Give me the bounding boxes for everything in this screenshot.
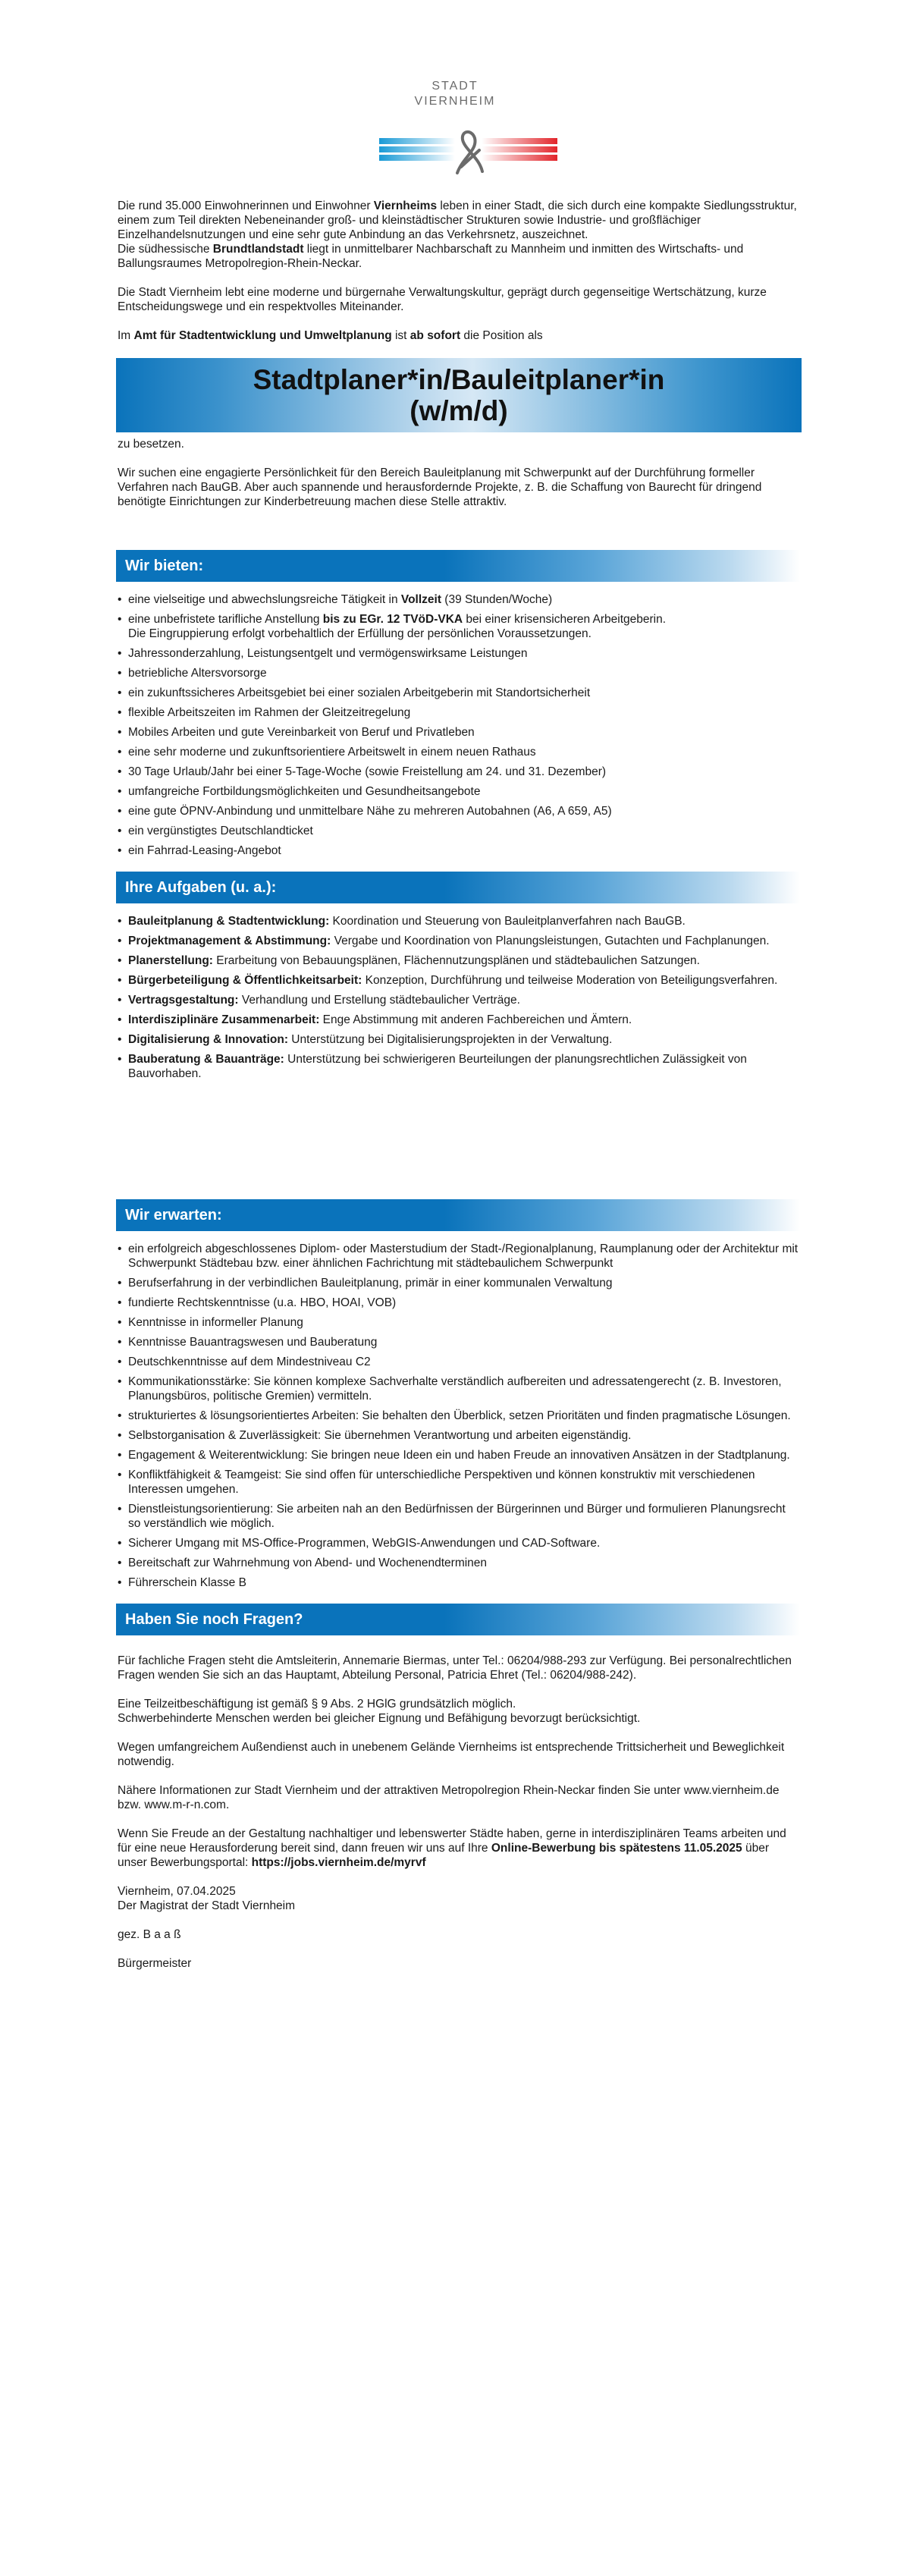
closing-date: Viernheim, 07.04.2025 [118, 1885, 236, 1898]
after-title-text: zu besetzen. [118, 438, 184, 451]
offer-list [118, 592, 800, 858]
list-item: • umfangreiche Fortbildungsmöglichkeiten und Gesundheitsangebote [118, 784, 800, 799]
list-item: • Vertragsgestaltung: Verhandlung und Erstellung städtebaulicher Verträge. [118, 993, 800, 1007]
list-item: • Bauleitplanung & Stadtentwicklung: Koordination und Steuerung von Bauleitplanverfahren nach BauGB. [118, 914, 800, 928]
list-item: • Bürgerbeteiligung & Öffentlichkeitsarbeit: Konzeption, Durchführung und teilweise Moderation von Beteiligungsverfahren. [118, 973, 800, 988]
list-item: • Konfliktfähigkeit & Teamgeist: Sie sind offen für unterschiedliche Perspektiven und können konstruktiv mit verschiedenen Interessen umgehen. [118, 1468, 800, 1497]
list-item: • ein Fahrrad-Leasing-Angebot [118, 843, 800, 858]
list-item: • eine gute ÖPNV-Anbindung und unmittelbare Nähe zu mehreren Autobahnen (A6, A 659, A5) [118, 804, 800, 818]
closing-magistrat: Der Magistrat der Stadt Viernheim [118, 1899, 296, 1912]
list-item: • ein zukunftssicheres Arbeitsgebiet bei einer sozialen Arbeitgeberin mit Standortsicherheit [118, 686, 800, 700]
list-item: • eine unbefristete tarifliche Anstellung bis zu EGr. 12 TVöD-VKA bei einer krisensicheren Arbeitgeberin. Die Eingruppierung erfolgt vorbehaltlich der Erfüllung der persönlichen Voraussetzungen. [118, 612, 800, 641]
list-item: • Berufserfahrung in der verbindlichen Bauleitplanung, primär in einer kommunalen Verwaltung [118, 1276, 800, 1290]
logo-line-viernheim: VIERNHEIM [414, 95, 496, 108]
list-item: • flexible Arbeitszeiten im Rahmen der Gleitzeitregelung [118, 705, 800, 720]
list-item: • Kenntnisse Bauantragswesen und Bauberatung [118, 1335, 800, 1349]
list-item: • Sicherer Umgang mit MS-Office-Programmen, WebGIS-Anwendungen und CAD-Software. [118, 1536, 800, 1550]
application-portal-link[interactable]: https://jobs.viernheim.de/myrvf [251, 1856, 426, 1869]
job-title: Stadtplaner*in/Bauleitplaner*in [253, 364, 665, 395]
intro-paragraph-4: Im Amt für Stadtentwicklung und Umweltplanung ist ab sofort die Position als [118, 329, 543, 342]
fieldwork-paragraph: Wegen umfangreichem Außendienst auch in unebenem Gelände Viernheims ist entsprechende Trittsicherheit und Beweglichkeit notwendig. [118, 1741, 785, 1768]
intro-paragraph-1: Die rund 35.000 Einwohnerinnen und Einwohner Viernheims leben in einer Stadt, die sich durch eine kompakte Siedlungsstruktur, einem zum Teil direkten Nebeneinander groß- und kleinstädtischer Strukturen sowie Industrie- und großflächiger Einzelhandelsnutzungen und eine sehr gute Anbindung an das Verkehrsnetz, auszeichnet. [118, 199, 797, 241]
info-paragraph: Nähere Informationen zur Stadt Viernheim und der attraktiven Metropolregion Rhein-Neckar finden Sie unter www.viernheim.de bzw. www.m-r-n.com. [118, 1784, 780, 1811]
list-item: • Kenntnisse in informeller Planung [118, 1315, 800, 1330]
list-item: • Interdisziplinäre Zusammenarbeit: Enge Abstimmung mit anderen Fachbereichen und Ämtern. [118, 1013, 800, 1027]
list-item: • Mobiles Arbeiten und gute Vereinbarkeit von Beruf und Privatleben [118, 725, 800, 740]
tasks-list [118, 914, 800, 1081]
section-heading-tasks: Ihre Aufgaben (u. a.): [116, 872, 800, 903]
list-item: • Engagement & Weiterentwicklung: Sie bringen neue Ideen ein und haben Freude an innovativen Ansätzen in der Stadtplanung. [118, 1448, 800, 1462]
application-paragraph: Wenn Sie Freude an der Gestaltung nachhaltiger und lebenswerter Städte haben, gerne in interdisziplinären Teams arbeiten und für eine neue Herausforderung bereit sind, dann freuen wir uns auf Ihre Online-Bewerbung bis spätestens 11.05.2025 über unser Bewerbungsportal: https://jobs.viernheim.de/myrvf [118, 1827, 786, 1869]
city-logo [0, 79, 910, 170]
list-item: • betriebliche Altersvorsorge [118, 666, 800, 680]
logo-line-stadt: STADT [431, 80, 479, 93]
signature-role: Bürgermeister [118, 1957, 192, 1970]
job-title-banner [116, 358, 802, 432]
expect-list [118, 1242, 800, 1590]
list-item: • Deutschkenntnisse auf dem Mindestniveau C2 [118, 1355, 800, 1369]
list-item: • ein erfolgreich abgeschlossenes Diplom- oder Masterstudium der Stadt-/Regionalplanung, Raumplanung oder der Architektur mit Schwerpunkt Städtebau bzw. einer ähnlichen Fachrichtung mit städtebaulichem Schwerpunkt [118, 1242, 800, 1271]
list-item: • ein vergünstigtes Deutschlandticket [118, 824, 800, 838]
intro-paragraph-2: Die südhessische Brundtlandstadt liegt in unmittelbarer Nachbarschaft zu Mannheim und inmitten des Wirtschafts- und Ballungsraumes Metropolregion-Rhein-Neckar. [118, 243, 744, 270]
list-item: • strukturiertes & lösungsorientiertes Arbeiten: Sie behalten den Überblick, setzen Prioritäten und finden pragmatische Lösungen. [118, 1409, 800, 1423]
viernheim-emblem-icon [379, 127, 557, 177]
list-item: • Planerstellung: Erarbeitung von Bebauungsplänen, Flächennutzungsplänen und städtebaulichen Satzungen. [118, 953, 800, 968]
job-posting [118, 199, 800, 1985]
description-paragraph: Wir suchen eine engagierte Persönlichkeit für den Bereich Bauleitplanung mit Schwerpunkt auf der Durchführung formeller Verfahren nach BauGB. Aber auch spannende und herausfordernde Projekte, z. B. die Schaffung von Baurecht für dringend benötigte Einrichtungen zur Kinderbetreuung machen diese Stelle attraktiv. [118, 467, 762, 508]
list-item: • Projektmanagement & Abstimmung: Vergabe und Koordination von Planungsleistungen, Gutachten und Fachplanungen. [118, 934, 800, 948]
signature: gez. B a a ß [118, 1928, 181, 1941]
section-heading-offer: Wir bieten: [116, 550, 800, 582]
list-item: • fundierte Rechtskenntnisse (u.a. HBO, HOAI, VOB) [118, 1296, 800, 1310]
list-item: • Kommunikationsstärke: Sie können komplexe Sachverhalte verständlich aufbereiten und adressatengerecht (z. B. Investoren, Planungsbüros, politische Gremien) vermitteln. [118, 1374, 800, 1403]
list-item: • Dienstleistungsorientierung: Sie arbeiten nah an den Bedürfnissen der Bürgerinnen und Bürger und formulieren Planungsrecht so verständlich wie möglich. [118, 1502, 800, 1531]
job-title-gender: (w/m/d) [410, 395, 508, 426]
parttime-paragraph: Eine Teilzeitbeschäftigung ist gemäß § 9 Abs. 2 HGlG grundsätzlich möglich. Schwerbehinderte Menschen werden bei gleicher Eignung und Befähigung bevorzugt berücksichtigt. [118, 1698, 641, 1725]
list-item: • 30 Tage Urlaub/Jahr bei einer 5-Tage-Woche (sowie Freistellung am 24. und 31. Dezember) [118, 765, 800, 779]
intro-paragraph-3: Die Stadt Viernheim lebt eine moderne und bürgernahe Verwaltungskultur, geprägt durch gegenseitige Wertschätzung, kurze Entscheidungswege und ein respektvolles Miteinander. [118, 286, 767, 313]
section-heading-questions: Haben Sie noch Fragen? [116, 1604, 800, 1635]
list-item: • Führerschein Klasse B [118, 1575, 800, 1590]
list-item: • Jahressonderzahlung, Leistungsentgelt und vermögenswirksame Leistungen [118, 646, 800, 661]
list-item: • Bauberatung & Bauanträge: Unterstützung bei schwierigeren Beurteilungen der planungsrechtlichen Zulässigkeit von Bauvorhaben. [118, 1052, 800, 1081]
contact-paragraph: Für fachliche Fragen steht die Amtsleiterin, Annemarie Biermas, unter Tel.: 06204/988-293 zur Verfügung. Bei personalrechtlichen Fragen wenden Sie sich an das Hauptamt, Abteilung Personal, Patricia Ehret (Tel.: 06204/988-242). [118, 1654, 792, 1682]
list-item: • Bereitschaft zur Wahrnehmung von Abend- und Wochenendterminen [118, 1556, 800, 1570]
list-item: • eine vielseitige und abwechslungsreiche Tätigkeit in Vollzeit (39 Stunden/Woche) [118, 592, 800, 607]
list-item: • Digitalisierung & Innovation: Unterstützung bei Digitalisierungsprojekten in der Verwaltung. [118, 1032, 800, 1047]
list-item: • Selbstorganisation & Zuverlässigkeit: Sie übernehmen Verantwortung und arbeiten eigenständig. [118, 1428, 800, 1443]
section-heading-expect: Wir erwarten: [116, 1199, 800, 1231]
closing-block [118, 1884, 800, 1913]
list-item: • eine sehr moderne und zukunftsorientiere Arbeitswelt in einem neuen Rathaus [118, 745, 800, 759]
